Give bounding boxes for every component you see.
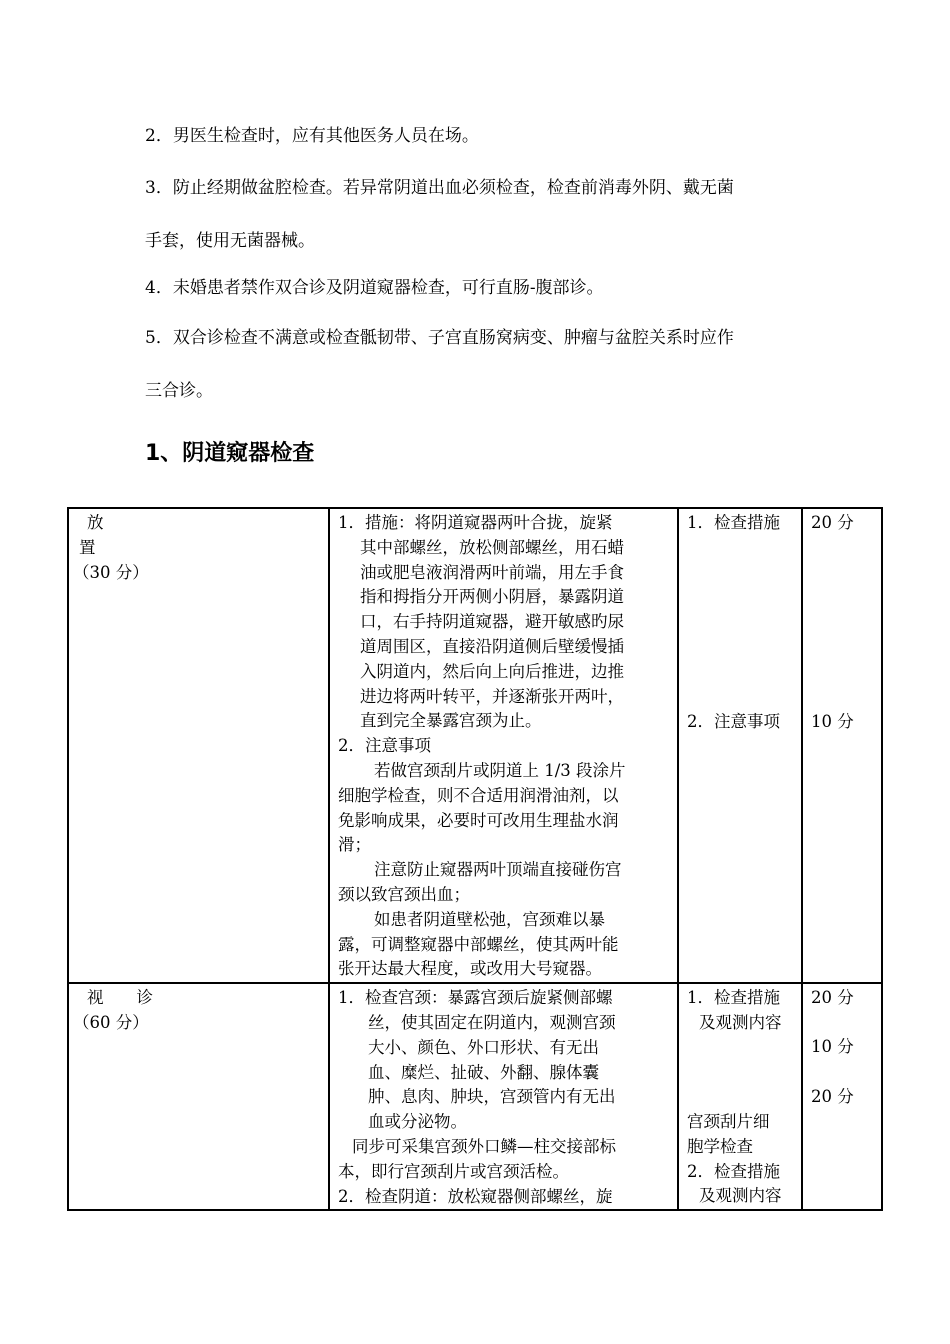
content-line: 颈以致宫颈出血； xyxy=(338,884,470,904)
content-line: 指和拇指分开两侧小阴唇，暴露阴道 xyxy=(360,587,624,607)
criteria-line: 2．检查措施 xyxy=(687,1162,780,1182)
score-cell xyxy=(802,508,882,983)
criteria-line: 胞学检查 xyxy=(687,1137,753,1157)
criteria-line: 及观测内容 xyxy=(699,1012,782,1032)
content-line: 滑； xyxy=(338,835,371,855)
content-line: 1．措施：将阴道窥器两叶合拢，旋紧 xyxy=(338,513,613,532)
criteria-cell xyxy=(678,983,802,1210)
content-line: 若做宫颈刮片或阴道上 1/3 段涂片 xyxy=(374,760,626,780)
content-line: 血、糜烂、扯破、外翻、腺体囊 xyxy=(368,1062,599,1082)
item-cell xyxy=(68,508,329,983)
paragraph-4: 4．未婚患者禁作双合诊及阴道窥器检查，可行直肠-腹部诊。 xyxy=(145,278,604,298)
content-cell xyxy=(329,983,678,1210)
content-line: 道周围区，直接沿阴道侧后壁缓慢插 xyxy=(360,636,624,656)
criteria-cell xyxy=(678,508,802,983)
score-value: 20 分 xyxy=(811,1087,854,1107)
content-line: 进边将两叶转平，并逐渐张开两叶， xyxy=(360,686,624,706)
criteria-line: 2．注意事项 xyxy=(687,712,780,731)
content-line: 注意防止窥器两叶顶端直接碰伤宫 xyxy=(374,860,622,880)
paragraph-3-cont: 手套，使用无菌器械。 xyxy=(145,231,315,251)
content-line: 本，即行宫颈刮片或宫颈活检。 xyxy=(338,1161,569,1181)
content-cell xyxy=(329,508,678,983)
content-line: 2．注意事项 xyxy=(338,736,431,756)
score-value: 10 分 xyxy=(811,712,854,731)
criteria-line: 1．检查措施 xyxy=(687,988,780,1008)
content-line: 露，可调整窥器中部螺丝，使其两叶能 xyxy=(338,934,619,954)
item-label: 置 xyxy=(79,537,96,557)
content-line: 其中部螺丝，放松侧部螺丝，用石蜡 xyxy=(360,537,624,557)
item-cell xyxy=(68,983,329,1210)
item-label: 放 xyxy=(87,513,104,532)
exam-table xyxy=(67,507,883,1211)
content-line: 同步可采集宫颈外口鳞—柱交接部标 xyxy=(352,1136,616,1156)
score-cell xyxy=(802,983,882,1210)
content-line: 大小、颜色、外口形状、有无出 xyxy=(368,1037,599,1057)
criteria-line: 1．检查措施 xyxy=(687,513,780,532)
content-line: 血或分泌物。 xyxy=(368,1112,467,1132)
item-score: （60 分） xyxy=(73,1012,149,1032)
content-line: 免影响成果，必要时可改用生理盐水润 xyxy=(338,810,619,830)
content-line: 2．检查阴道：放松窥器侧部螺丝，旋 xyxy=(338,1186,613,1206)
item-label: 视 诊 xyxy=(87,988,153,1008)
content-line: 入阴道内，然后向上向后推进，边推 xyxy=(360,661,624,681)
paragraph-3: 3．防止经期做盆腔检查。若异常阴道出血必须检查，检查前消毒外阴、戴无菌 xyxy=(145,178,734,198)
table-row xyxy=(68,508,882,983)
content-line: 油或肥皂液润滑两叶前端，用左手食 xyxy=(360,562,624,582)
score-value: 10 分 xyxy=(811,1037,854,1057)
section-heading: 1、阴道窥器检查 xyxy=(145,441,315,466)
content-line: 肿、息肉、肿块，宫颈管内有无出 xyxy=(368,1087,616,1107)
paragraph-2: 2．男医生检查时，应有其他医务人员在场。 xyxy=(145,126,479,146)
score-value: 20 分 xyxy=(811,513,854,532)
content-line: 细胞学检查，则不合适用润滑油剂，以 xyxy=(338,785,619,805)
content-line: 如患者阴道壁松弛，宫颈难以暴 xyxy=(374,909,605,929)
content-line: 口，右手持阴道窥器，避开敏感旳尿 xyxy=(360,612,624,632)
content-line: 直到完全暴露宫颈为止。 xyxy=(360,711,542,731)
paragraph-5-cont: 三合诊。 xyxy=(145,381,213,401)
content-line: 丝，使其固定在阴道内，观测宫颈 xyxy=(368,1012,616,1032)
content-line: 张开达最大程度，或改用大号窥器。 xyxy=(338,959,602,979)
paragraph-5: 5．双合诊检查不满意或检查骶韧带、子宫直肠窝病变、肿瘤与盆腔关系时应作 xyxy=(145,328,734,348)
criteria-line: 宫颈刮片细 xyxy=(687,1112,770,1132)
content-line: 1．检查宫颈：暴露宫颈后旋紧侧部螺 xyxy=(338,988,613,1008)
criteria-line: 及观测内容 xyxy=(699,1186,782,1206)
item-score: （30 分） xyxy=(73,562,149,582)
table-row xyxy=(68,983,882,1210)
score-value: 20 分 xyxy=(811,988,854,1008)
